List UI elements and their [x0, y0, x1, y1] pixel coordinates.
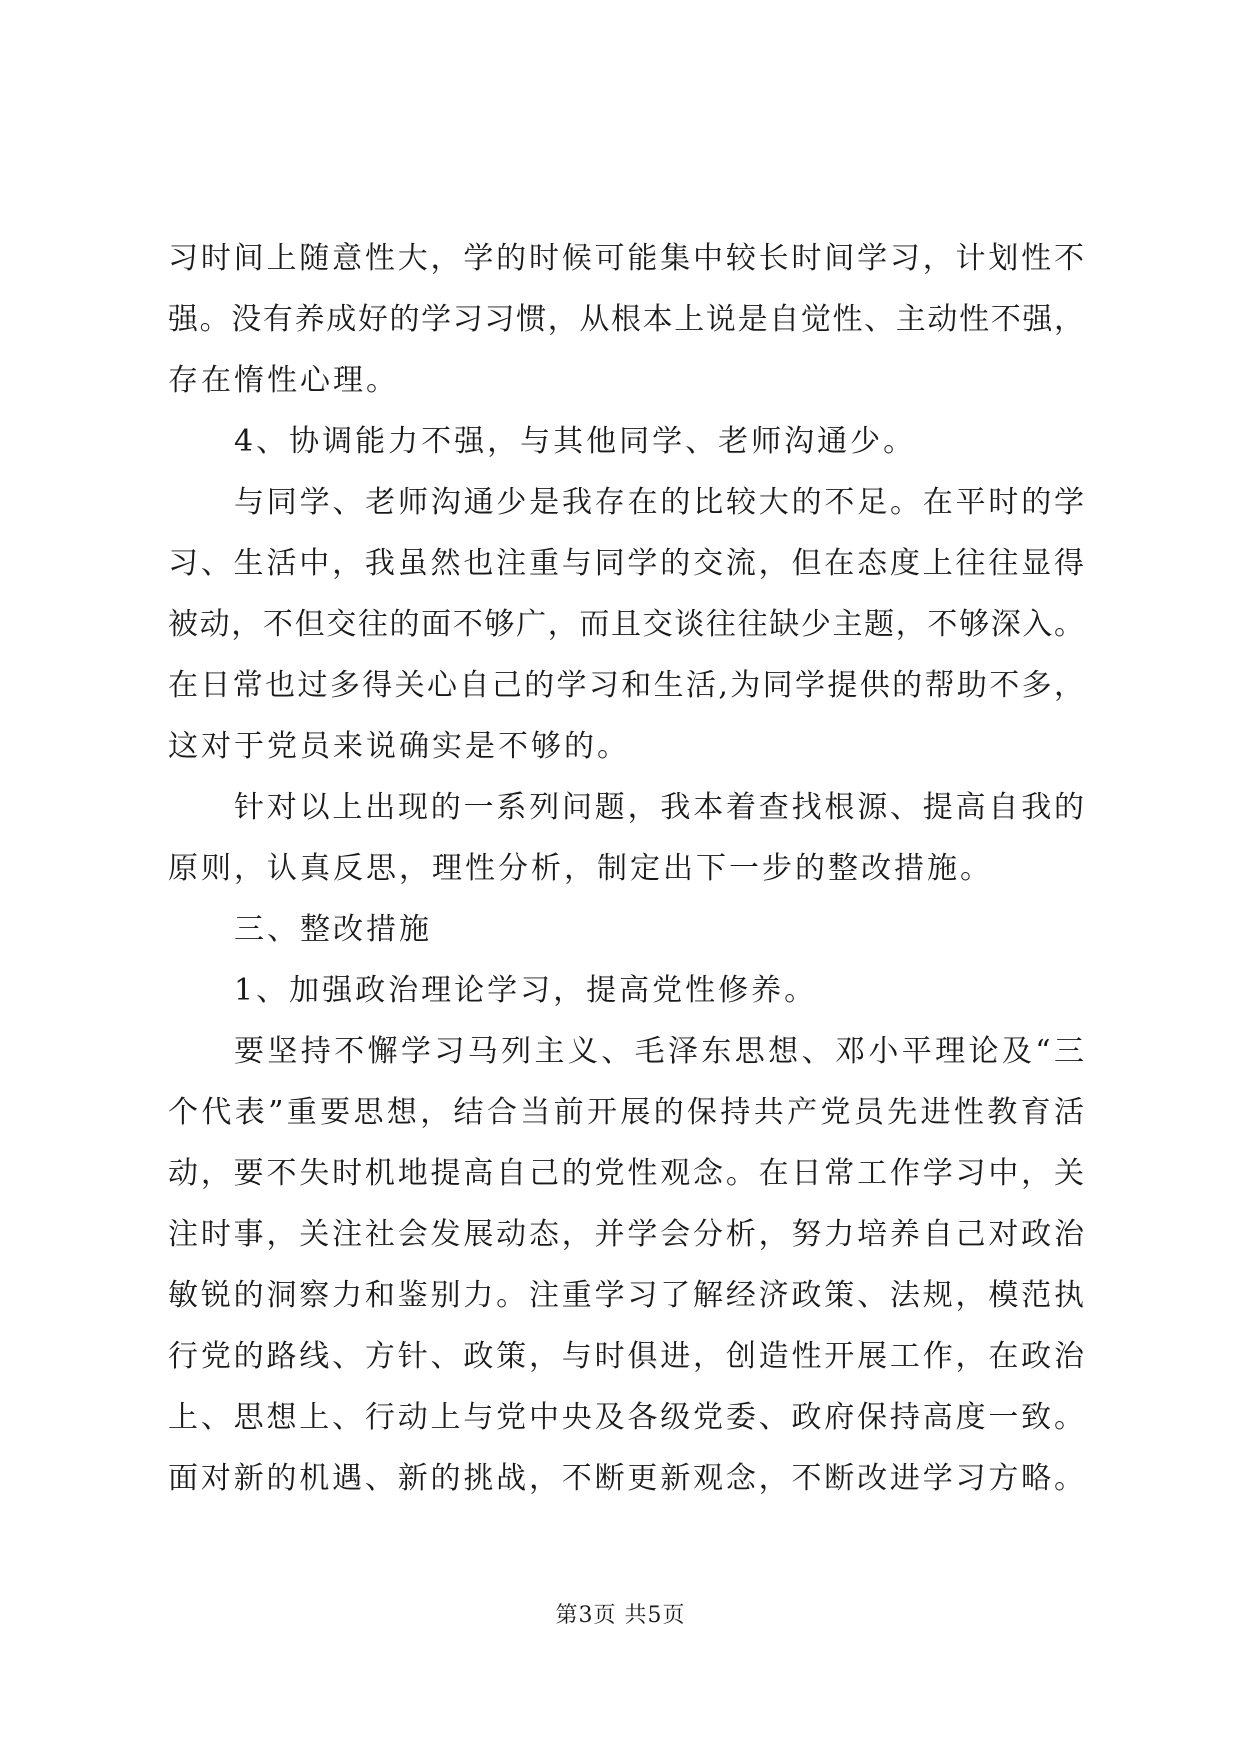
text-line: 被动，不但交往的面不够广，而且交谈往往缺少主题，不够深入。 [168, 607, 1084, 642]
text-line: 原则，认真反思，理性分析，制定出下一步的整改措施。 [168, 851, 993, 886]
page-footer: 第3页 共5页 [555, 1603, 686, 1628]
text-line: 习时间上随意性大，学的时候可能集中较长时间学习，计划性不 [168, 241, 1084, 276]
text-line: 要坚持不懈学习马列主义、毛泽东思想、邓小平理论及“三 [234, 1034, 1084, 1069]
text-line: 存在惰性心理。 [168, 363, 399, 398]
text-line: 敏锐的洞察力和鉴别力。注重学习了解经济政策、法规，模范执 [168, 1278, 1084, 1313]
text-line: 与同学、老师沟通少是我存在的比较大的不足。在平时的学 [234, 485, 1084, 520]
text-line: 强。没有养成好的学习习惯，从根本上说是自觉性、主动性不强， [168, 302, 1084, 337]
text-line: 上、思想上、行动上与党中央及各级党委、政府保持高度一致。 [168, 1400, 1084, 1435]
subsection-heading: 1、加强政治理论学习，提高党性修养。 [234, 973, 818, 1008]
section-heading: 三、整改措施 [234, 912, 432, 947]
text-line: 这对于党员来说确实是不够的。 [168, 729, 630, 764]
text-line: 针对以上出现的一系列问题，我本着查找根源、提高自我的 [234, 790, 1084, 825]
text-line: 行党的路线、方针、政策，与时俱进，创造性开展工作，在政治 [168, 1339, 1084, 1374]
text-line: 在日常也过多得关心自己的学习和生活,为同学提供的帮助不多， [168, 668, 1084, 703]
text-line: 个代表”重要思想，结合当前开展的保持共产党员先进性教育活 [168, 1095, 1084, 1130]
section-heading: 4、协调能力不强，与其他同学、老师沟通少。 [234, 424, 917, 459]
text-line: 注时事，关注社会发展动态，并学会分析，努力培养自己对政治 [168, 1217, 1084, 1252]
text-line: 面对新的机遇、新的挑战，不断更新观念，不断改进学习方略。 [168, 1461, 1084, 1496]
text-line: 习、生活中，我虽然也注重与同学的交流，但在态度上往往显得 [168, 546, 1084, 581]
body-text [168, 228, 1084, 1509]
text-line: 动，要不失时机地提高自己的党性观念。在日常工作学习中，关 [168, 1156, 1084, 1191]
